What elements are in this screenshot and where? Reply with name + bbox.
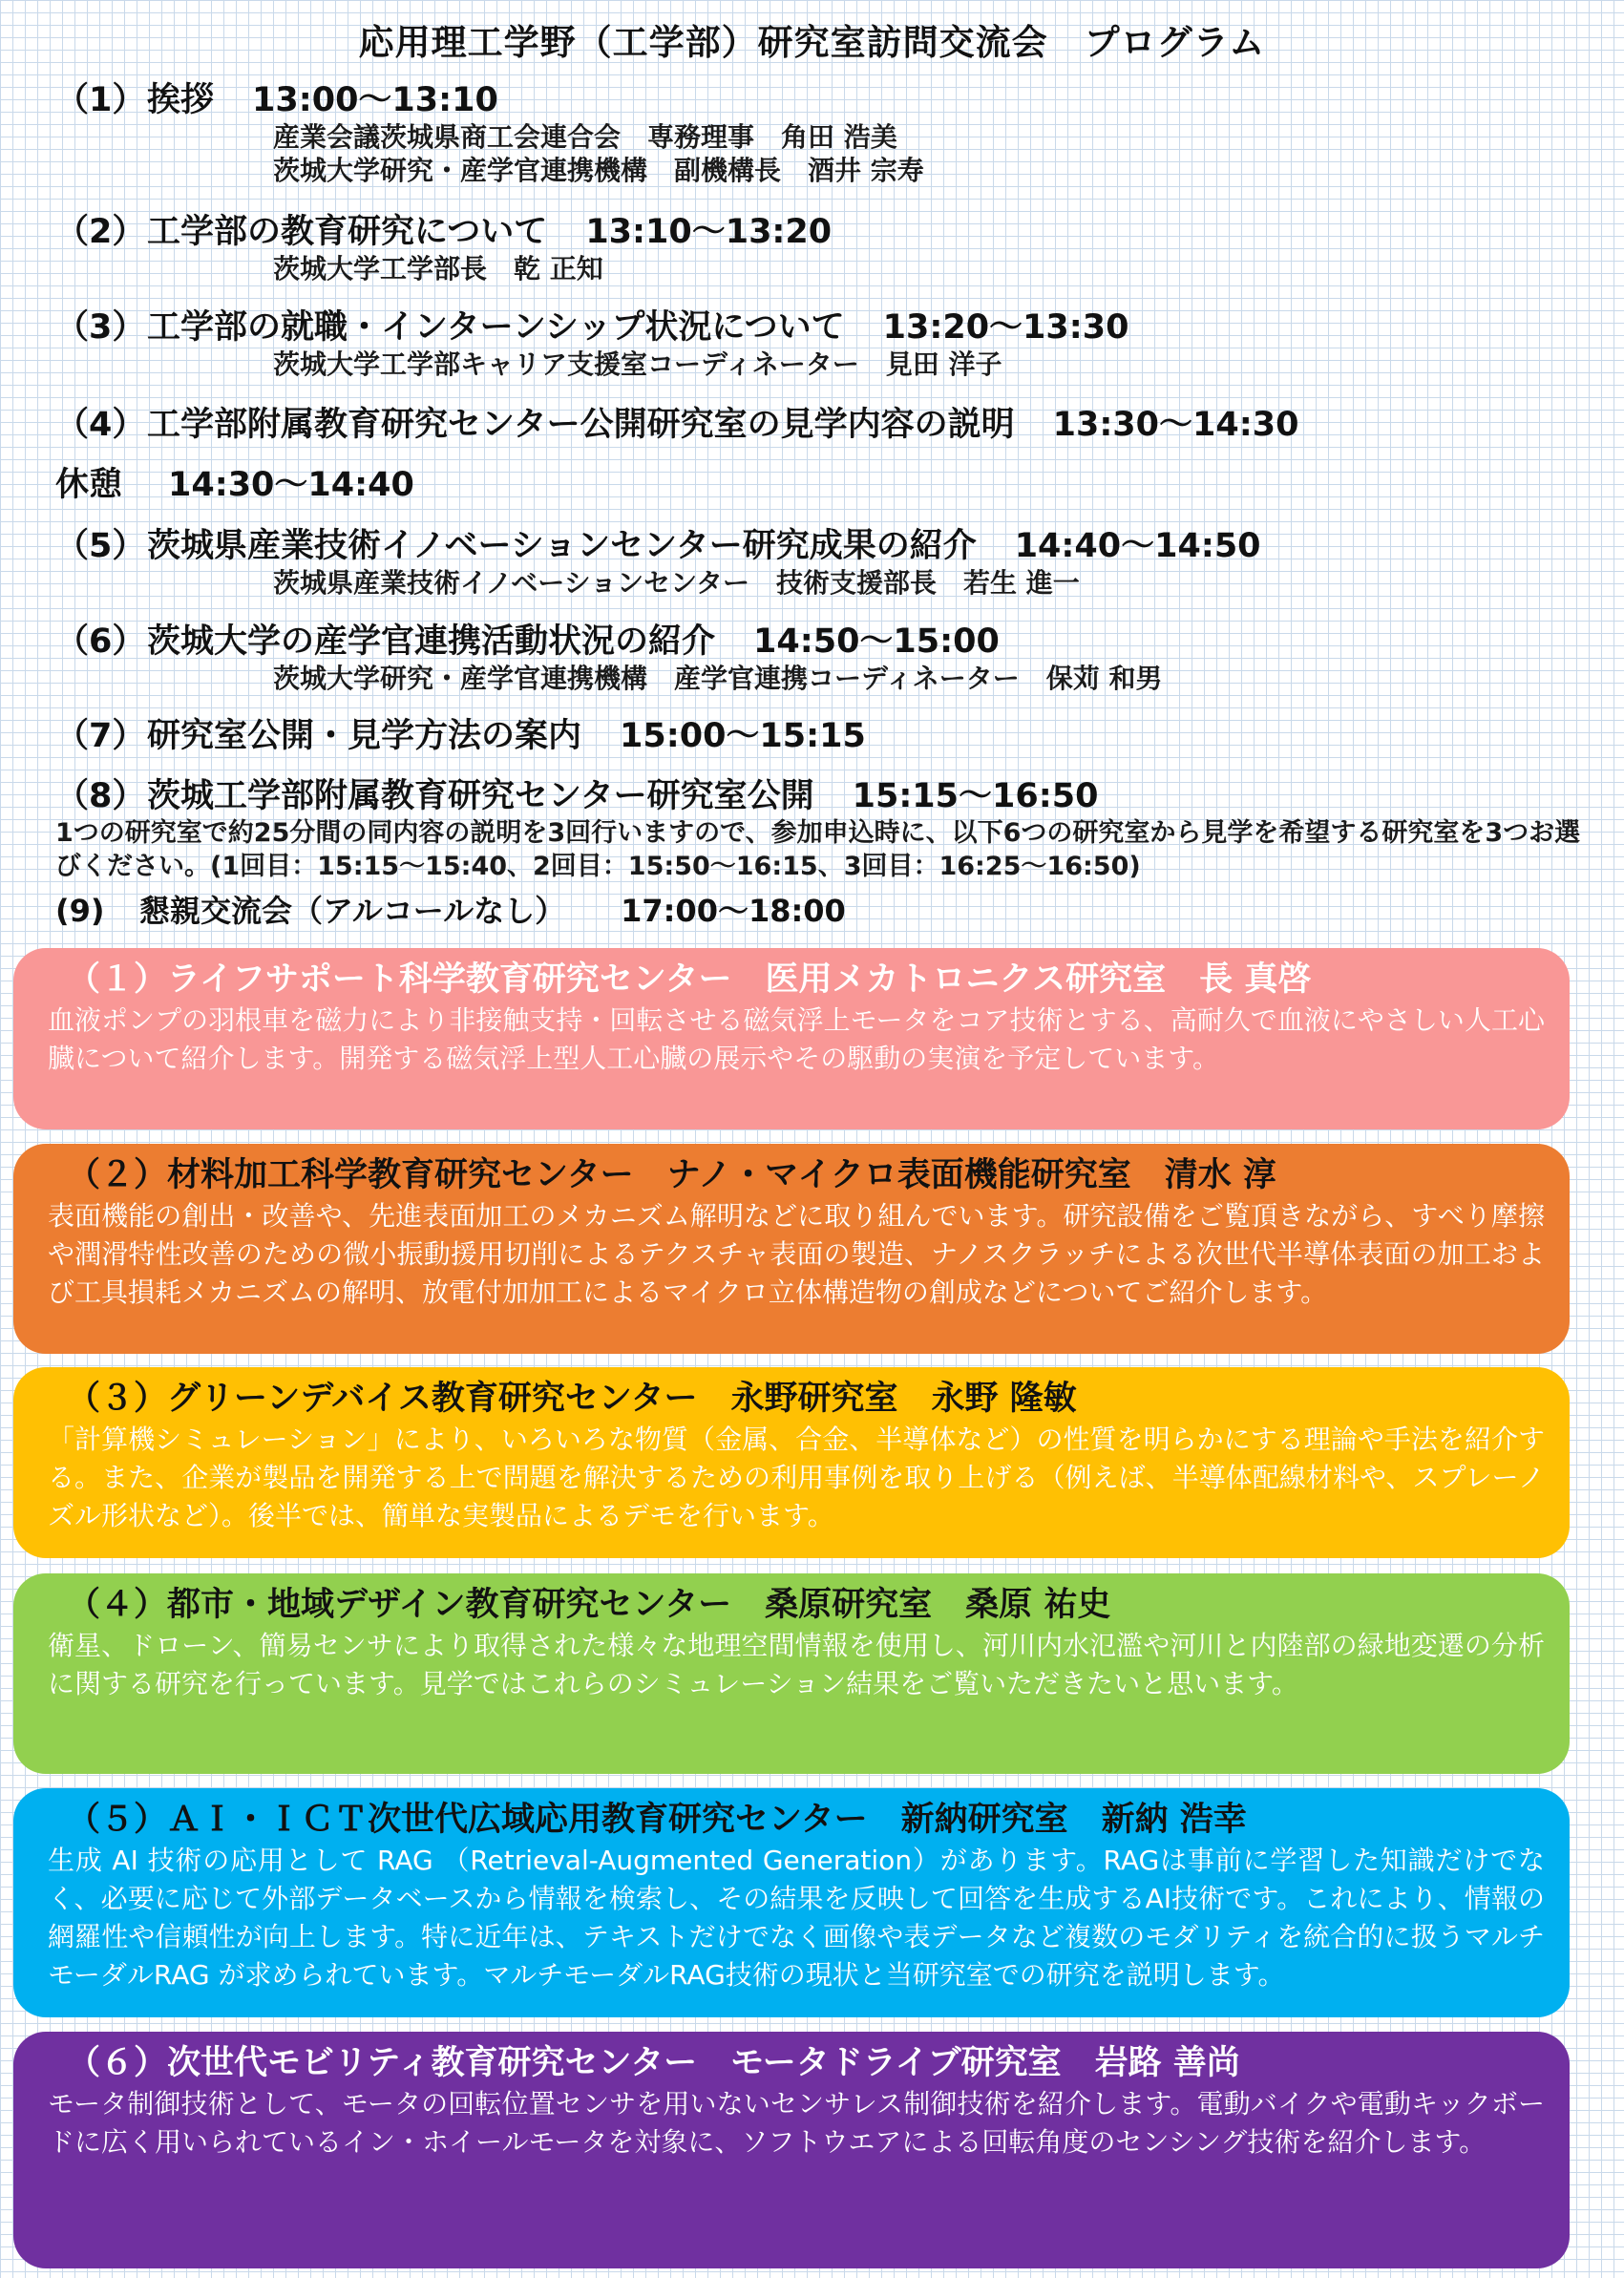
item-title: 茨城工学部附属教育研究センター研究室公開: [147, 777, 814, 815]
lab-title: （６）次世代モビリティ教育研究センター モータドライブ研究室 岩路 善尚: [67, 2044, 1240, 2082]
speaker: 茨城大学工学部キャリア支援室コーディネーター 見田 洋子: [273, 348, 1002, 380]
item-number: （7）: [55, 717, 146, 755]
item-title: 挨拶: [147, 81, 215, 119]
lab-card-3: [13, 1367, 1570, 1558]
speaker: 産業会議茨城県商工会連合会 専務理事 角田 浩美: [273, 121, 897, 153]
lab-card-2: [13, 1144, 1570, 1354]
lab-description: 表面機能の創出・改善や、先進表面加工のメカニズム解明などに取り組んでいます。研究設備をご覧頂きながら、すべり摩擦や潤滑特性改善のための微小振動援用切削によるテクスチャ表面の製造、ナノスクラッチによる次世代半導体表面の加工および工具損耗メカニズムの解明、放電付加加工によるマイクロ立体構造物の創成などについてご紹介します。: [48, 1200, 1545, 1308]
lab-description: モータ制御技術として、モータの回転位置センサを用いないセンサレス制御技術を紹介します。電動バイクや電動キックボードに広く用いられているイン・ホイールモータを対象に、ソフトウエアによる回転角度のセンシング技術を紹介します。: [48, 2088, 1545, 2158]
item-title: 茨城県産業技術イノベーションセンター研究成果の紹介: [147, 527, 977, 565]
item-title: 工学部の教育研究について: [147, 213, 548, 251]
item-time: 13:20〜13:30: [882, 308, 1129, 347]
item-number: （2）: [55, 213, 146, 251]
item-number: （1）: [55, 81, 146, 119]
lab-title: （３）グリーンデバイス教育研究センター 永野研究室 永野 隆敏: [67, 1380, 1077, 1418]
item-title: 工学部の就職・インターンシップ状況について: [147, 308, 845, 347]
program-item-8: [55, 776, 1583, 883]
item-number: （8）: [55, 777, 146, 815]
item-time: 14:40〜14:50: [1014, 527, 1261, 565]
item-time: 17:00〜18:00: [621, 893, 846, 929]
lab-card-4: [13, 1573, 1570, 1774]
item-time: 13:00〜13:10: [252, 81, 498, 119]
program-break: [55, 465, 1583, 505]
program-item-2: [55, 212, 1583, 285]
item-time: 13:30〜14:30: [1052, 406, 1299, 444]
speaker: 茨城大学工学部長 乾 正知: [273, 253, 603, 285]
program-item-9: [55, 891, 1583, 931]
speaker: 茨城大学研究・産学官連携機構 副機構長 酒井 宗寿: [273, 155, 924, 186]
item-time: 15:15〜16:50: [852, 777, 1099, 815]
item-time: 13:10〜13:20: [585, 213, 833, 251]
lab-title: （５）ＡＩ・ＩＣＴ次世代広域応用教育研究センター 新納研究室 新納 浩幸: [67, 1801, 1247, 1839]
lab-description: 衛星、ドローン、簡易センサにより取得された様々な地理空間情報を使用し、河川内水氾濫や河川と内陸部の緑地変遷の分析に関する研究を行っています。見学ではこれらのシミュレーション結果をご覧いただきたいと思います。: [48, 1630, 1545, 1699]
item-title: 茨城大学の産学官連携活動状況の紹介: [147, 622, 716, 661]
item-number: (9): [55, 893, 105, 929]
lab-card-1: [13, 948, 1570, 1129]
lab-title: （４）都市・地域デザイン教育研究センター 桑原研究室 桑原 祐史: [67, 1586, 1111, 1624]
lab-description: 「計算機シミュレーション」により、いろいろな物質（金属、合金、半導体など）の性質を明らかにする理論や手法を紹介する。また、企業が製品を開発する上で問題を解決するための利用事例を取り上げる（例えば、半導体配線材料や、スプレーノズル形状など）。後半では、簡単な実製品によるデモを行います。: [48, 1424, 1545, 1531]
item-title: 懇親交流会（アルコールなし）: [139, 893, 566, 929]
program-item-4: [55, 405, 1583, 445]
lab-card-6: [13, 2032, 1570, 2268]
item-number: （6）: [55, 622, 146, 661]
program-item-5: [55, 526, 1583, 600]
lab-description: 血液ポンプの羽根車を磁力により非接触支持・回転させる磁気浮上モータをコア技術とする、高耐久で血液にやさしい人工心臓について紹介します。開発する磁気浮上型人工心臓の展示やその駆動の実演を予定しています。: [48, 1004, 1545, 1074]
item-title: 工学部附属教育研究センター公開研究室の見学内容の説明: [147, 406, 1015, 444]
item-title: 研究室公開・見学方法の案内: [147, 717, 582, 755]
item-time: 15:00〜15:15: [620, 717, 866, 755]
speaker: 茨城大学研究・産学官連携機構 産学官連携コーディネーター 保苅 和男: [273, 663, 1163, 694]
program-item-1: [55, 80, 1583, 187]
lab-card-5: [13, 1788, 1570, 2017]
item-number: （5）: [55, 527, 146, 565]
item-number: （4）: [55, 406, 146, 444]
item-time: 14:30〜14:40: [168, 466, 414, 504]
page-title: 応用理工学野（工学部）研究室訪問交流会 プログラム: [358, 22, 1266, 63]
lab-title: （１）ライフサポート科学教育研究センター 医用メカトロニクス研究室 長 真啓: [67, 960, 1312, 999]
lab-title: （２）材料加工科学教育研究センター ナノ・マイクロ表面機能研究室 清水 淳: [67, 1156, 1276, 1194]
item-time: 14:50〜15:00: [753, 622, 1000, 661]
break-label: 休憩: [55, 466, 123, 504]
speaker: 茨城県産業技術イノベーションセンター 技術支援部長 若生 進一: [273, 567, 1080, 599]
program-item-7: [55, 716, 1583, 756]
program-item-3: [55, 307, 1583, 381]
item-number: （3）: [55, 308, 146, 347]
lab-description: 生成 AI 技術の応用として RAG （Retrieval-Augmented Generation）があります。RAGは事前に学習した知識だけでなく、必要に応じて外部データベースから情報を検索し、その結果を反映して回答を生成するAI技術です。これにより、情報の網羅性や信頼性が向上します。特に近年は、テキストだけでなく画像や表データなど複数のモダリティを統合的に扱うマルチモーダルRAG が求められています。マルチモーダルRAG技術の現状と当研究室での研究を説明します。: [48, 1845, 1545, 1991]
program-item-6: [55, 622, 1583, 695]
lab-visit-note: 1つの研究室で約25分間の同内容の説明を3回行いますので、参加申込時に、以下6つの研究室から見学を希望する研究室を3つお選びください。(1回目：15:15〜15:40、2回目：15:50〜16:15、3回目：16:25〜16:50): [55, 818, 1581, 881]
